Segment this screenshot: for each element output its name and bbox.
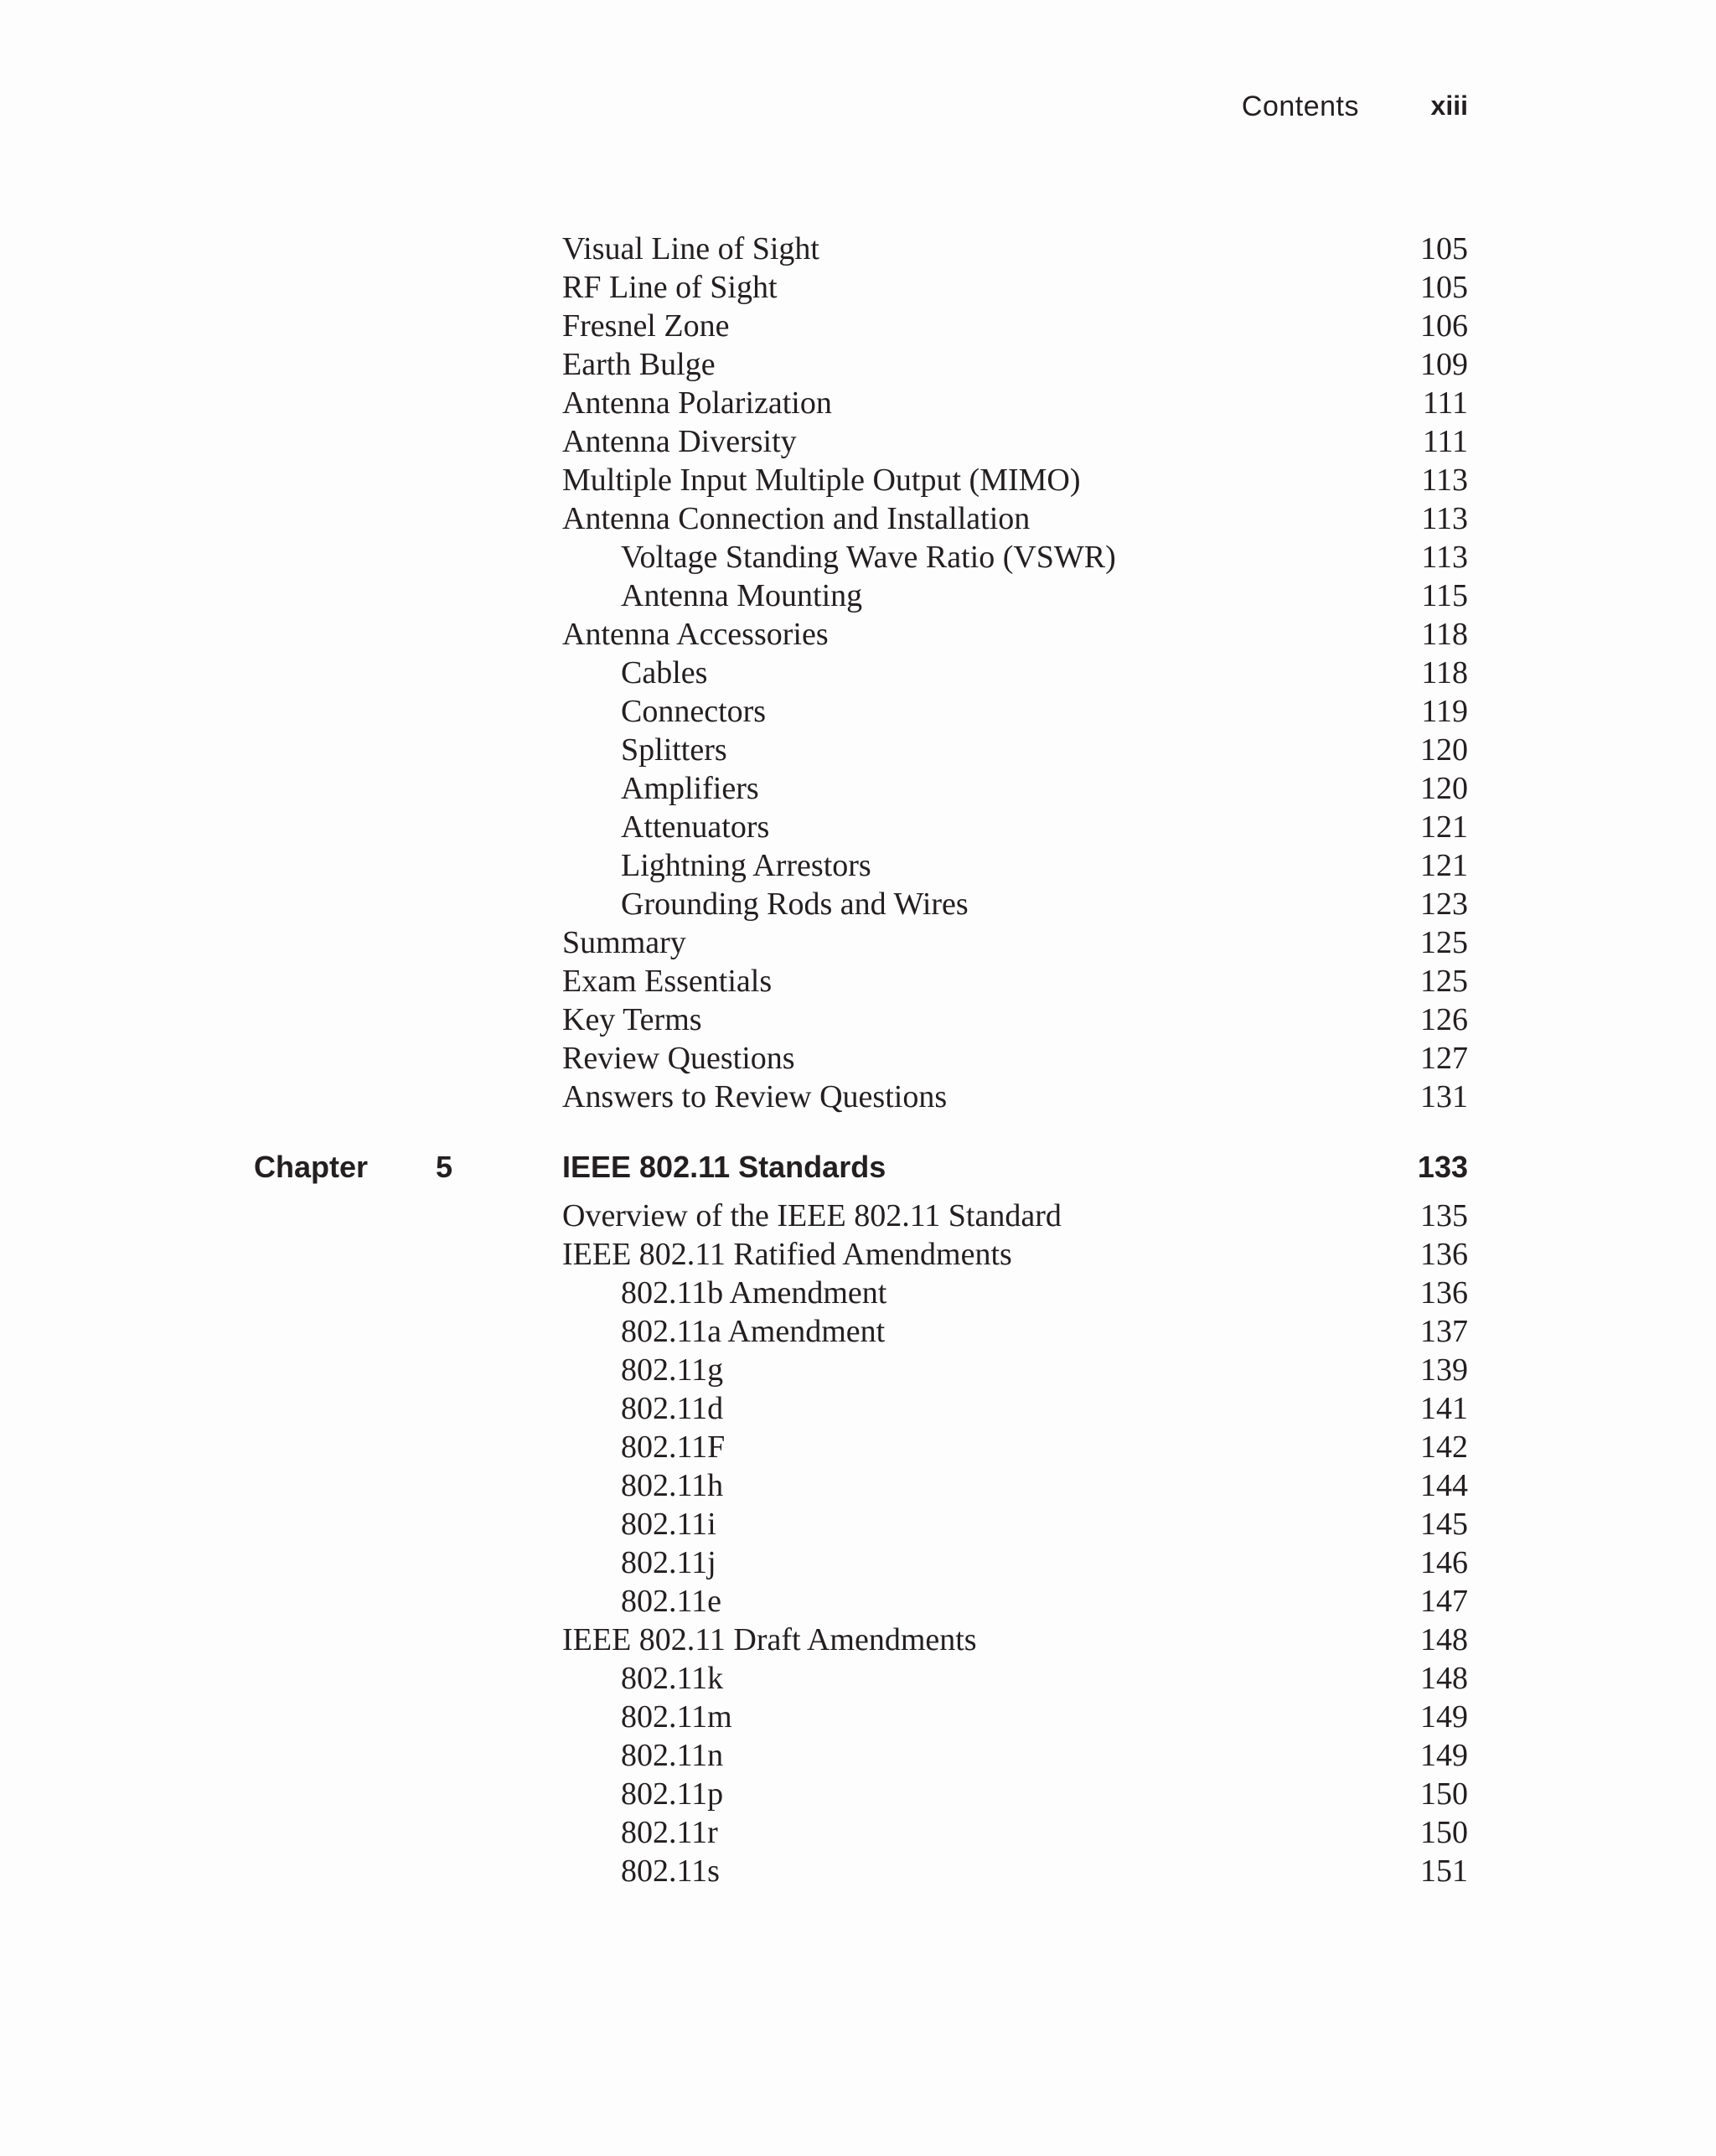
toc-entry[interactable]: [0, 345, 1716, 384]
toc-entry-label: 802.11F: [621, 1430, 726, 1465]
toc-entry-label: 802.11d: [621, 1391, 724, 1426]
toc-entry[interactable]: [0, 1235, 1716, 1274]
toc-entry[interactable]: [0, 1039, 1716, 1078]
toc-entry-label: 802.11e: [621, 1584, 721, 1619]
toc-entry-page-number: 127: [1420, 1041, 1468, 1076]
toc-entry-label: Antenna Connection and Installation: [562, 501, 1031, 536]
toc-entry-label: Answers to Review Questions: [562, 1079, 948, 1114]
toc-entry-label: Overview of the IEEE 802.11 Standard: [562, 1198, 1062, 1233]
chapter-word: Chapter: [254, 1150, 369, 1184]
toc-entry-label: Attenuators: [621, 809, 770, 845]
toc-entry-page-number: 151: [1420, 1854, 1468, 1889]
toc-entry-page-number: 113: [1421, 463, 1468, 498]
toc-entry-label: Fresnel Zone: [562, 308, 730, 344]
toc-entry[interactable]: [0, 654, 1716, 692]
toc-entry[interactable]: [0, 1389, 1716, 1428]
toc-entry-page-number: 109: [1420, 347, 1468, 382]
toc-entry[interactable]: [0, 1428, 1716, 1466]
toc-entry[interactable]: [0, 1274, 1716, 1312]
toc-entry-label: Visual Line of Sight: [562, 231, 819, 266]
toc-entry[interactable]: [0, 1698, 1716, 1736]
toc-entry[interactable]: [0, 808, 1716, 846]
toc-entry-page-number: 111: [1422, 424, 1468, 459]
toc-entry-label: 802.11b Amendment: [621, 1275, 887, 1311]
toc-entry-label: Lightning Arrestors: [621, 848, 871, 883]
toc-entry-label: Earth Bulge: [562, 347, 716, 382]
toc-entry-page-number: 147: [1420, 1584, 1468, 1619]
running-head: [0, 90, 1468, 131]
toc-entry-page-number: 125: [1420, 964, 1468, 999]
toc-entry-page-number: 137: [1420, 1314, 1468, 1349]
toc-entry[interactable]: [0, 846, 1716, 885]
toc-entry[interactable]: [0, 615, 1716, 654]
toc-entry-page-number: 121: [1420, 809, 1468, 845]
toc-entry-label: IEEE 802.11 Ratified Amendments: [562, 1237, 1012, 1272]
toc-entry-label: 802.11r: [621, 1815, 718, 1850]
toc-entry-label: Antenna Diversity: [562, 424, 797, 459]
toc-entry[interactable]: [0, 923, 1716, 962]
toc-entry[interactable]: [0, 1505, 1716, 1543]
toc-entry[interactable]: [0, 962, 1716, 1000]
toc-entry[interactable]: [0, 1813, 1716, 1852]
toc-entry-page-number: 120: [1420, 732, 1468, 768]
chapter-number: 5: [436, 1150, 453, 1184]
toc-entry-page-number: 120: [1420, 771, 1468, 806]
toc-entry-label: Antenna Mounting: [621, 578, 863, 613]
toc-entry-page-number: 146: [1420, 1545, 1468, 1580]
toc-entry[interactable]: [0, 1621, 1716, 1659]
toc-entry-page-number: 145: [1420, 1507, 1468, 1542]
toc-entry[interactable]: [0, 1351, 1716, 1389]
toc-entry-page-number: 113: [1421, 540, 1468, 575]
toc-entry-label: 802.11m: [621, 1699, 732, 1735]
toc-entry[interactable]: [0, 576, 1716, 615]
toc-entry-label: Key Terms: [562, 1002, 702, 1037]
toc-entry-page-number: 118: [1421, 617, 1468, 652]
toc-entry[interactable]: [0, 538, 1716, 576]
toc-entry-label: 802.11a Amendment: [621, 1314, 886, 1349]
toc-entry[interactable]: [0, 769, 1716, 808]
toc-entry-label: 802.11p: [621, 1776, 724, 1812]
toc-entry[interactable]: [0, 1312, 1716, 1351]
chapter-heading[interactable]: [0, 1145, 1716, 1190]
toc-entry-page-number: 123: [1420, 887, 1468, 922]
toc-entry-label: Antenna Accessories: [562, 617, 829, 652]
toc-entry-label: Review Questions: [562, 1041, 795, 1076]
toc-entry-label: Antenna Polarization: [562, 385, 832, 421]
toc-entry-page-number: 136: [1420, 1237, 1468, 1272]
toc-entry-label: 802.11n: [621, 1738, 724, 1773]
toc-entry[interactable]: [0, 1543, 1716, 1582]
toc-entry-label: Grounding Rods and Wires: [621, 887, 969, 922]
toc-entry[interactable]: [0, 1197, 1716, 1235]
toc-entry[interactable]: [0, 499, 1716, 538]
toc-entry-page-number: 135: [1420, 1198, 1468, 1233]
toc-entry[interactable]: [0, 1000, 1716, 1039]
toc-entry-label: Multiple Input Multiple Output (MIMO): [562, 463, 1081, 498]
toc-entry[interactable]: [0, 1078, 1716, 1116]
toc-entry-page-number: 106: [1420, 308, 1468, 344]
toc-entry[interactable]: [0, 1736, 1716, 1775]
toc-entry-page-number: 113: [1421, 501, 1468, 536]
toc-entry-page-number: 150: [1420, 1815, 1468, 1850]
chapter-page-number: 133: [1417, 1150, 1468, 1184]
toc-entry[interactable]: [0, 307, 1716, 345]
toc-entry-label: 802.11s: [621, 1854, 720, 1889]
toc-entry-label: Summary: [562, 925, 686, 960]
toc-entry-page-number: 148: [1420, 1661, 1468, 1696]
toc-entry[interactable]: [0, 1582, 1716, 1621]
toc-entry[interactable]: [0, 1466, 1716, 1505]
toc-entry[interactable]: [0, 422, 1716, 461]
toc-entry-label: Voltage Standing Wave Ratio (VSWR): [621, 540, 1116, 575]
toc-entry-page-number: 105: [1420, 270, 1468, 305]
toc-entry-label: Exam Essentials: [562, 964, 773, 999]
toc-entry-page-number: 142: [1420, 1430, 1468, 1465]
toc-entry-page-number: 121: [1420, 848, 1468, 883]
toc-entry-page-number: 118: [1421, 655, 1468, 690]
toc-entry-page-number: 149: [1420, 1738, 1468, 1773]
toc-entry-page-number: 139: [1420, 1352, 1468, 1388]
toc-entry-page-number: 111: [1422, 385, 1468, 421]
toc-entry-page-number: 144: [1420, 1468, 1468, 1503]
toc-entry-label: 802.11j: [621, 1545, 716, 1580]
toc-entry-page-number: 105: [1420, 231, 1468, 266]
toc-entry-label: 802.11i: [621, 1507, 716, 1542]
toc-entry-page-number: 115: [1421, 578, 1468, 613]
toc-entry[interactable]: [0, 230, 1716, 268]
toc-entry-label: 802.11k: [621, 1661, 724, 1696]
toc-entry-label: 802.11g: [621, 1352, 724, 1388]
toc-entry-label: 802.11h: [621, 1468, 724, 1503]
running-head-page-number: xiii: [1430, 90, 1468, 121]
toc-entry-label: Cables: [621, 655, 708, 690]
toc-entry[interactable]: [0, 1775, 1716, 1813]
toc-entry[interactable]: [0, 461, 1716, 499]
toc-entry[interactable]: [0, 1659, 1716, 1698]
toc-entry[interactable]: [0, 268, 1716, 307]
toc-entry-page-number: 126: [1420, 1002, 1468, 1037]
toc-entry[interactable]: [0, 885, 1716, 923]
running-head-title: Contents: [1241, 90, 1359, 122]
toc-entry-label: Splitters: [621, 732, 727, 768]
toc-entry-label: Amplifiers: [621, 771, 759, 806]
toc-entry-page-number: 150: [1420, 1776, 1468, 1812]
toc-entry[interactable]: [0, 731, 1716, 769]
toc-entry-label: IEEE 802.11 Draft Amendments: [562, 1622, 977, 1657]
toc-entry-page-number: 148: [1420, 1622, 1468, 1657]
toc-entry[interactable]: [0, 384, 1716, 422]
toc-entry[interactable]: [0, 1852, 1716, 1890]
toc-entry-page-number: 119: [1421, 694, 1468, 729]
toc-entries-before-chapter: [0, 230, 1716, 1116]
toc-entry-label: Connectors: [621, 694, 767, 729]
toc-entries-after-chapter: [0, 1197, 1716, 1890]
toc-entry-label: RF Line of Sight: [562, 270, 778, 305]
chapter-title: IEEE 802.11 Standards: [562, 1150, 886, 1184]
toc-entry-page-number: 141: [1420, 1391, 1468, 1426]
toc-entry-page-number: 149: [1420, 1699, 1468, 1735]
table-of-contents: [0, 230, 1716, 1890]
toc-entry-page-number: 125: [1420, 925, 1468, 960]
toc-entry-page-number: 136: [1420, 1275, 1468, 1311]
toc-entry[interactable]: [0, 692, 1716, 731]
toc-entry-page-number: 131: [1420, 1079, 1468, 1114]
